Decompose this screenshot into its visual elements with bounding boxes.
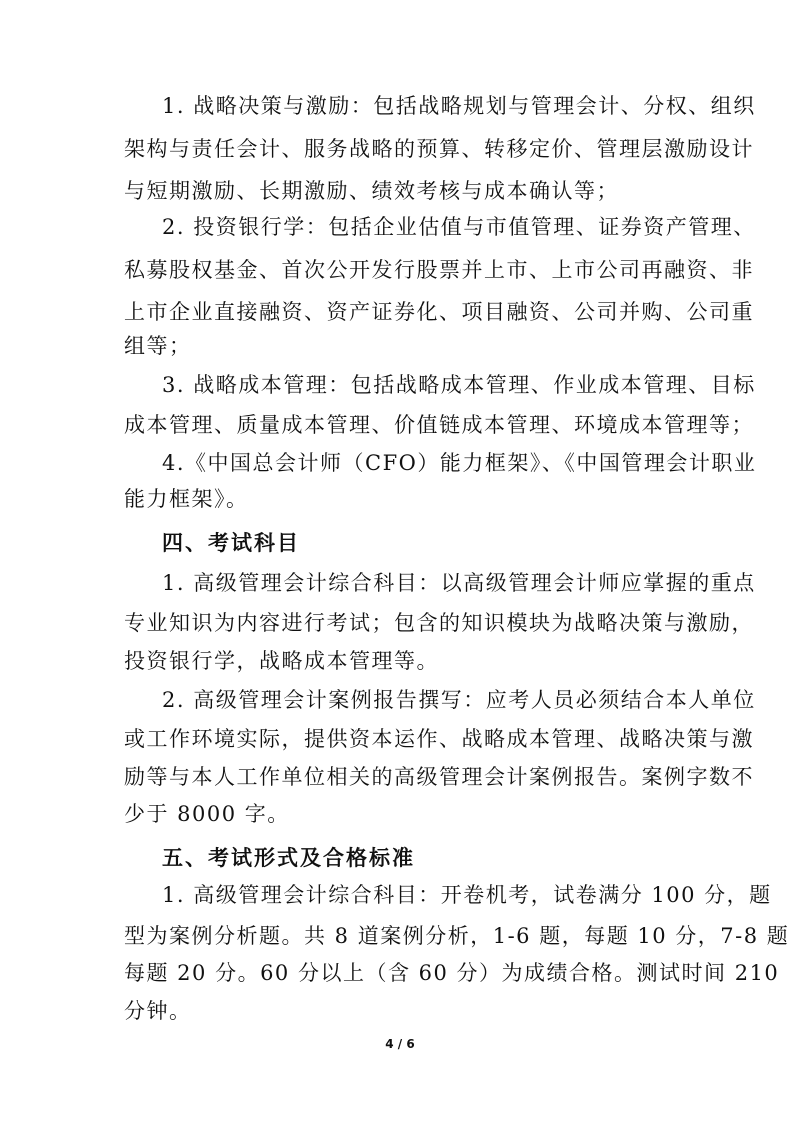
section-heading: 五、考试形式及合格标准 [162,846,415,870]
paragraph-line: 能力框架》。 [124,487,249,511]
paragraph-line: 1. 高级管理会计综合科目：以高级管理会计师应掌握的重点 [162,571,756,595]
paragraph-line: 上市企业直接融资、资产证券化、项目融资、公司并购、公司重 [124,300,754,324]
paragraph-line: 4.《中国总会计师（CFO）能力框架》、《中国管理会计职业 [162,451,757,475]
paragraph-line: 架构与责任会计、服务战略的预算、转移定价、管理层激励设计 [124,137,754,161]
paragraph-line: 私募股权基金、首次公开发行股票并上市、上市公司再融资、非 [124,258,754,282]
paragraph-line: 投资银行学，战略成本管理等。 [124,649,439,673]
paragraph-line: 型为案例分析题。共 8 道案例分析，1-6 题，每题 10 分，7-8 题 [124,924,790,948]
paragraph-line: 1. 高级管理会计综合科目：开卷机考，试卷满分 100 分，题 [162,883,772,907]
paragraph-line: 2. 高级管理会计案例报告撰写：应考人员必须结合本人单位 [162,688,756,712]
paragraph-line: 组等； [124,334,192,358]
paragraph-line: 专业知识为内容进行考试；包含的知识模块为战略决策与激励， [124,611,754,635]
paragraph-line: 分钟。 [124,999,192,1023]
paragraph-line: 1. 战略决策与激励：包括战略规划与管理会计、分权、组织 [162,94,756,118]
paragraph-line: 成本管理、质量成本管理、价值链成本管理、环境成本管理等； [124,413,754,437]
section-heading: 四、考试科目 [162,531,300,555]
paragraph-line: 励等与本人工作单位相关的高级管理会计案例报告。案例字数不 [124,765,754,789]
paragraph-line: 与短期激励、长期激励、绩效考核与成本确认等； [124,179,619,203]
paragraph-line: 3. 战略成本管理：包括战略成本管理、作业成本管理、目标 [162,373,756,397]
paragraph-line: 2. 投资银行学：包括企业估值与市值管理、证券资产管理、 [162,215,756,239]
paragraph-line: 少于 8000 字。 [124,802,290,826]
paragraph-line: 每题 20 分。60 分以上（含 60 分）为成绩合格。测试时间 210 [124,961,780,985]
page-number: 4 / 6 [385,1037,415,1051]
paragraph-line: 或工作环境实际，提供资本运作、战略成本管理、战略决策与激 [124,727,754,751]
